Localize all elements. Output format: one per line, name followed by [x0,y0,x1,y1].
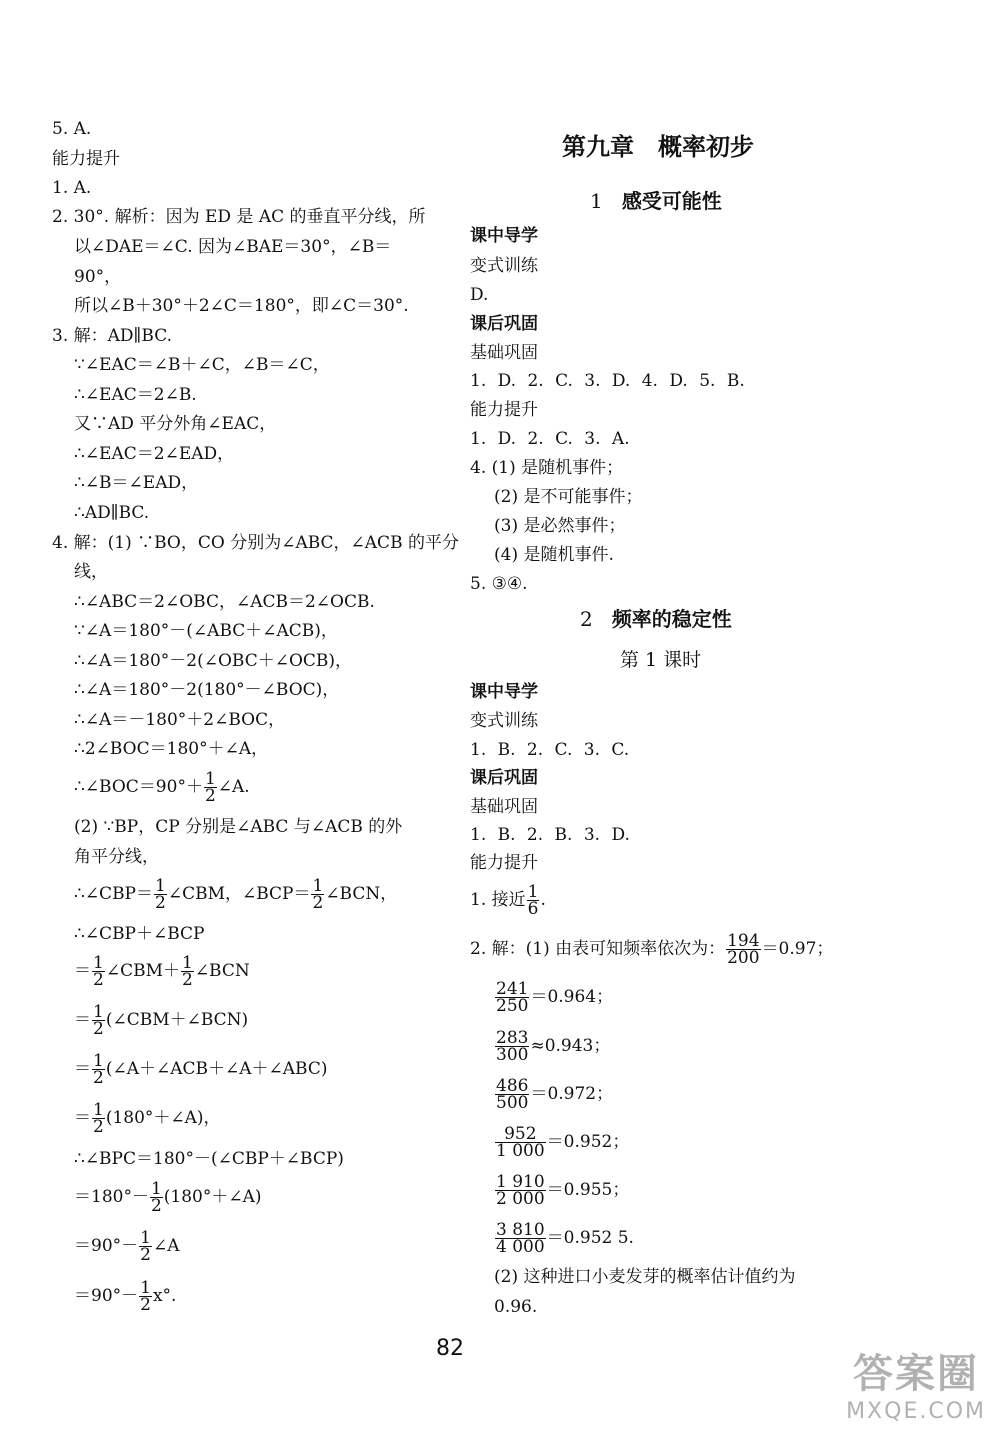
answer-line: ∵∠A＝180°－(∠ABC＋∠ACB)， [74,621,338,641]
subsection-label: 能力提升 [470,853,538,873]
answer-line: ∴∠BOC＝90°＋ $\frac{1}{2}$ ∠A. [74,769,250,806]
subsection-label: 能力提升 [470,400,538,420]
answer-line: ∴∠A＝－180°＋2∠BOC， [74,710,286,730]
answer-line: 角平分线， [74,847,159,867]
chapter-title: 第九章 概率初步 [562,133,754,161]
subsection-label: 基础巩固 [470,343,538,363]
fraction: $\frac{241}{250}$ [496,979,529,1016]
fraction: $\frac{1}{2}$ [140,1278,151,1315]
subsection-heading: 课后巩固 [470,768,538,788]
answer-line: ∵∠EAC＝∠B＋∠C，∠B＝∠C， [74,355,330,375]
subsection-label: 基础巩固 [470,797,538,817]
answer-line: 4. (1) 是随机事件； [470,458,624,478]
answer-line: ＝ $\frac{1}{2}$ (180°＋∠A)， [74,1100,221,1137]
answer-line: ＝90°－ $\frac{1}{2}$ ∠A [74,1228,180,1265]
section-heading: 1 感受可能性 [590,189,722,213]
answer-line: D. [470,285,489,305]
answer-line: 以∠DAE＝∠C. 因为∠BAE＝30°，∠B＝ [74,237,392,257]
answer-line: ∴∠ABC＝2∠OBC，∠ACB＝2∠OCB. [74,592,375,612]
answer-line: 90°， [74,267,122,287]
answer-line: 5. ③④. [470,574,528,594]
fraction: $\frac{486}{500}$ [496,1076,529,1113]
answer-line: (4) 是随机事件. [494,545,614,565]
answer-line: 1. D. 2. C. 3. A. [470,429,630,449]
answer-line: $\frac{283}{300}$ ≈0.943； [496,1028,611,1065]
answer-line: ∴∠EAC＝2∠EAD， [74,444,235,464]
answer-line: 1. A. [52,178,92,198]
answer-line: ∴2∠BOC＝180°＋∠A， [74,739,269,759]
watermark-url: MXQE.COM [846,1399,986,1424]
watermark-logo [846,1342,986,1424]
subsection-label: 变式训练 [470,256,538,276]
answer-line: 3. 解：AD∥BC. [52,326,172,346]
answer-line: $\frac{1 910}{2 000}$ ＝0.955； [496,1172,630,1209]
answer-line: 1. B. 2. B. 3. D. [470,825,630,845]
fraction: $\frac{1}{2}$ [93,1100,104,1137]
answer-line: 2. 30°. 解析：因为 ED 是 AC 的垂直平分线，所 [52,207,426,227]
fraction: $\frac{3 810}{4 000}$ [496,1220,545,1257]
answer-line: ＝180°－ $\frac{1}{2}$ (180°＋∠A) [74,1179,262,1216]
answer-line: 4. 解：(1) ∵BO，CO 分别为∠ABC，∠ACB 的平分 [52,533,459,553]
answer-line: 0.96. [494,1297,538,1317]
answer-line: $\frac{952}{1 000}$ ＝0.952； [496,1124,630,1161]
answer-line: 1. 接近 $\frac{1}{6}$ . [470,882,546,919]
fraction: $\frac{1 910}{2 000}$ [496,1172,545,1209]
fraction: $\frac{1}{2}$ [181,953,193,990]
answer-line: 所以∠B＋30°＋2∠C＝180°，即∠C＝30°. [74,296,409,316]
lesson-label: 第 1 课时 [620,649,702,671]
fraction: $\frac{1}{2}$ [204,769,216,806]
answer-line: (2) 这种进口小麦发芽的概率估计值约为 [494,1267,796,1287]
fraction: $\frac{283}{300}$ [496,1028,529,1065]
fraction: $\frac{1}{2}$ [155,876,166,913]
fraction: $\frac{1}{6}$ [527,882,539,919]
page-number: 82 [436,1336,464,1361]
fraction: $\frac{1}{2}$ [140,1228,151,1265]
answer-line: $\frac{486}{500}$ ＝0.972； [496,1076,614,1113]
answer-line: ＝ $\frac{1}{2}$ (∠A＋∠ACB＋∠A＋∠ABC) [74,1051,328,1088]
answer-line: (2) ∵BP，CP 分别是∠ABC 与∠ACB 的外 [74,817,403,837]
answer-line: 线， [74,562,108,582]
fraction: $\frac{194}{200}$ [727,931,760,968]
answer-line: $\frac{3 810}{4 000}$ ＝0.952 5. [496,1220,634,1257]
subsection-heading: 课后巩固 [470,314,538,334]
answer-line: $\frac{241}{250}$ ＝0.964； [496,979,614,1016]
answer-line: ＝ $\frac{1}{2}$ (∠CBM＋∠BCN) [74,1002,249,1039]
watermark-text: 答案圈 [853,1351,980,1397]
answer-line: (3) 是必然事件； [494,516,626,536]
answer-line: ∴∠EAC＝2∠B. [74,385,197,405]
answer-line: ∴∠B＝∠EAD， [74,473,199,493]
answer-line: ＝ $\frac{1}{2}$ ∠CBM＋ $\frac{1}{2}$ ∠BCN [74,953,250,990]
answer-line: ∴∠CBP＝ $\frac{1}{2}$ ∠CBM，∠BCP＝ $\frac{1}{2}$ ∠BCN， [74,876,398,913]
answer-line: ∴∠A＝180°－2(180°－∠BOC)， [74,680,340,700]
answer-line: 2. 解：(1) 由表可知频率依次为： $\frac{194}{200}$ ＝0.97； [470,931,834,968]
fraction: $\frac{1}{2}$ [93,953,104,990]
answer-line: ∴AD∥BC. [74,503,150,523]
answer-line: 1. B. 2. C. 3. C. [470,740,630,760]
answer-line: ∴∠CBP＋∠BCP [74,924,205,944]
fraction: $\frac{1}{2}$ [150,1179,162,1216]
fraction: $\frac{1}{2}$ [312,876,324,913]
answer-line: 1. D. 2. C. 3. D. 4. D. 5. B. [470,371,745,391]
answer-line: ∴∠A＝180°－2(∠OBC＋∠OCB)， [74,651,353,671]
section-heading: 2 频率的稳定性 [580,607,732,631]
answer-line: 5. A. [52,119,92,139]
subsection-heading: 课中导学 [470,682,538,702]
answer-line: ＝90°－ $\frac{1}{2}$ x°. [74,1278,177,1315]
fraction: $\frac{1}{2}$ [93,1002,104,1039]
fraction: $\frac{1}{2}$ [93,1051,104,1088]
fraction: $\frac{952}{1 000}$ [496,1124,545,1161]
answer-line: ∴∠BPC＝180°－(∠CBP＋∠BCP) [74,1149,344,1169]
subsection-heading: 课中导学 [470,226,538,246]
subsection-label: 变式训练 [470,711,538,731]
answer-line: 又∵AD 平分外角∠EAC， [74,414,277,434]
answer-line: (2) 是不可能事件； [494,487,643,507]
subsection-label: 能力提升 [52,149,120,169]
